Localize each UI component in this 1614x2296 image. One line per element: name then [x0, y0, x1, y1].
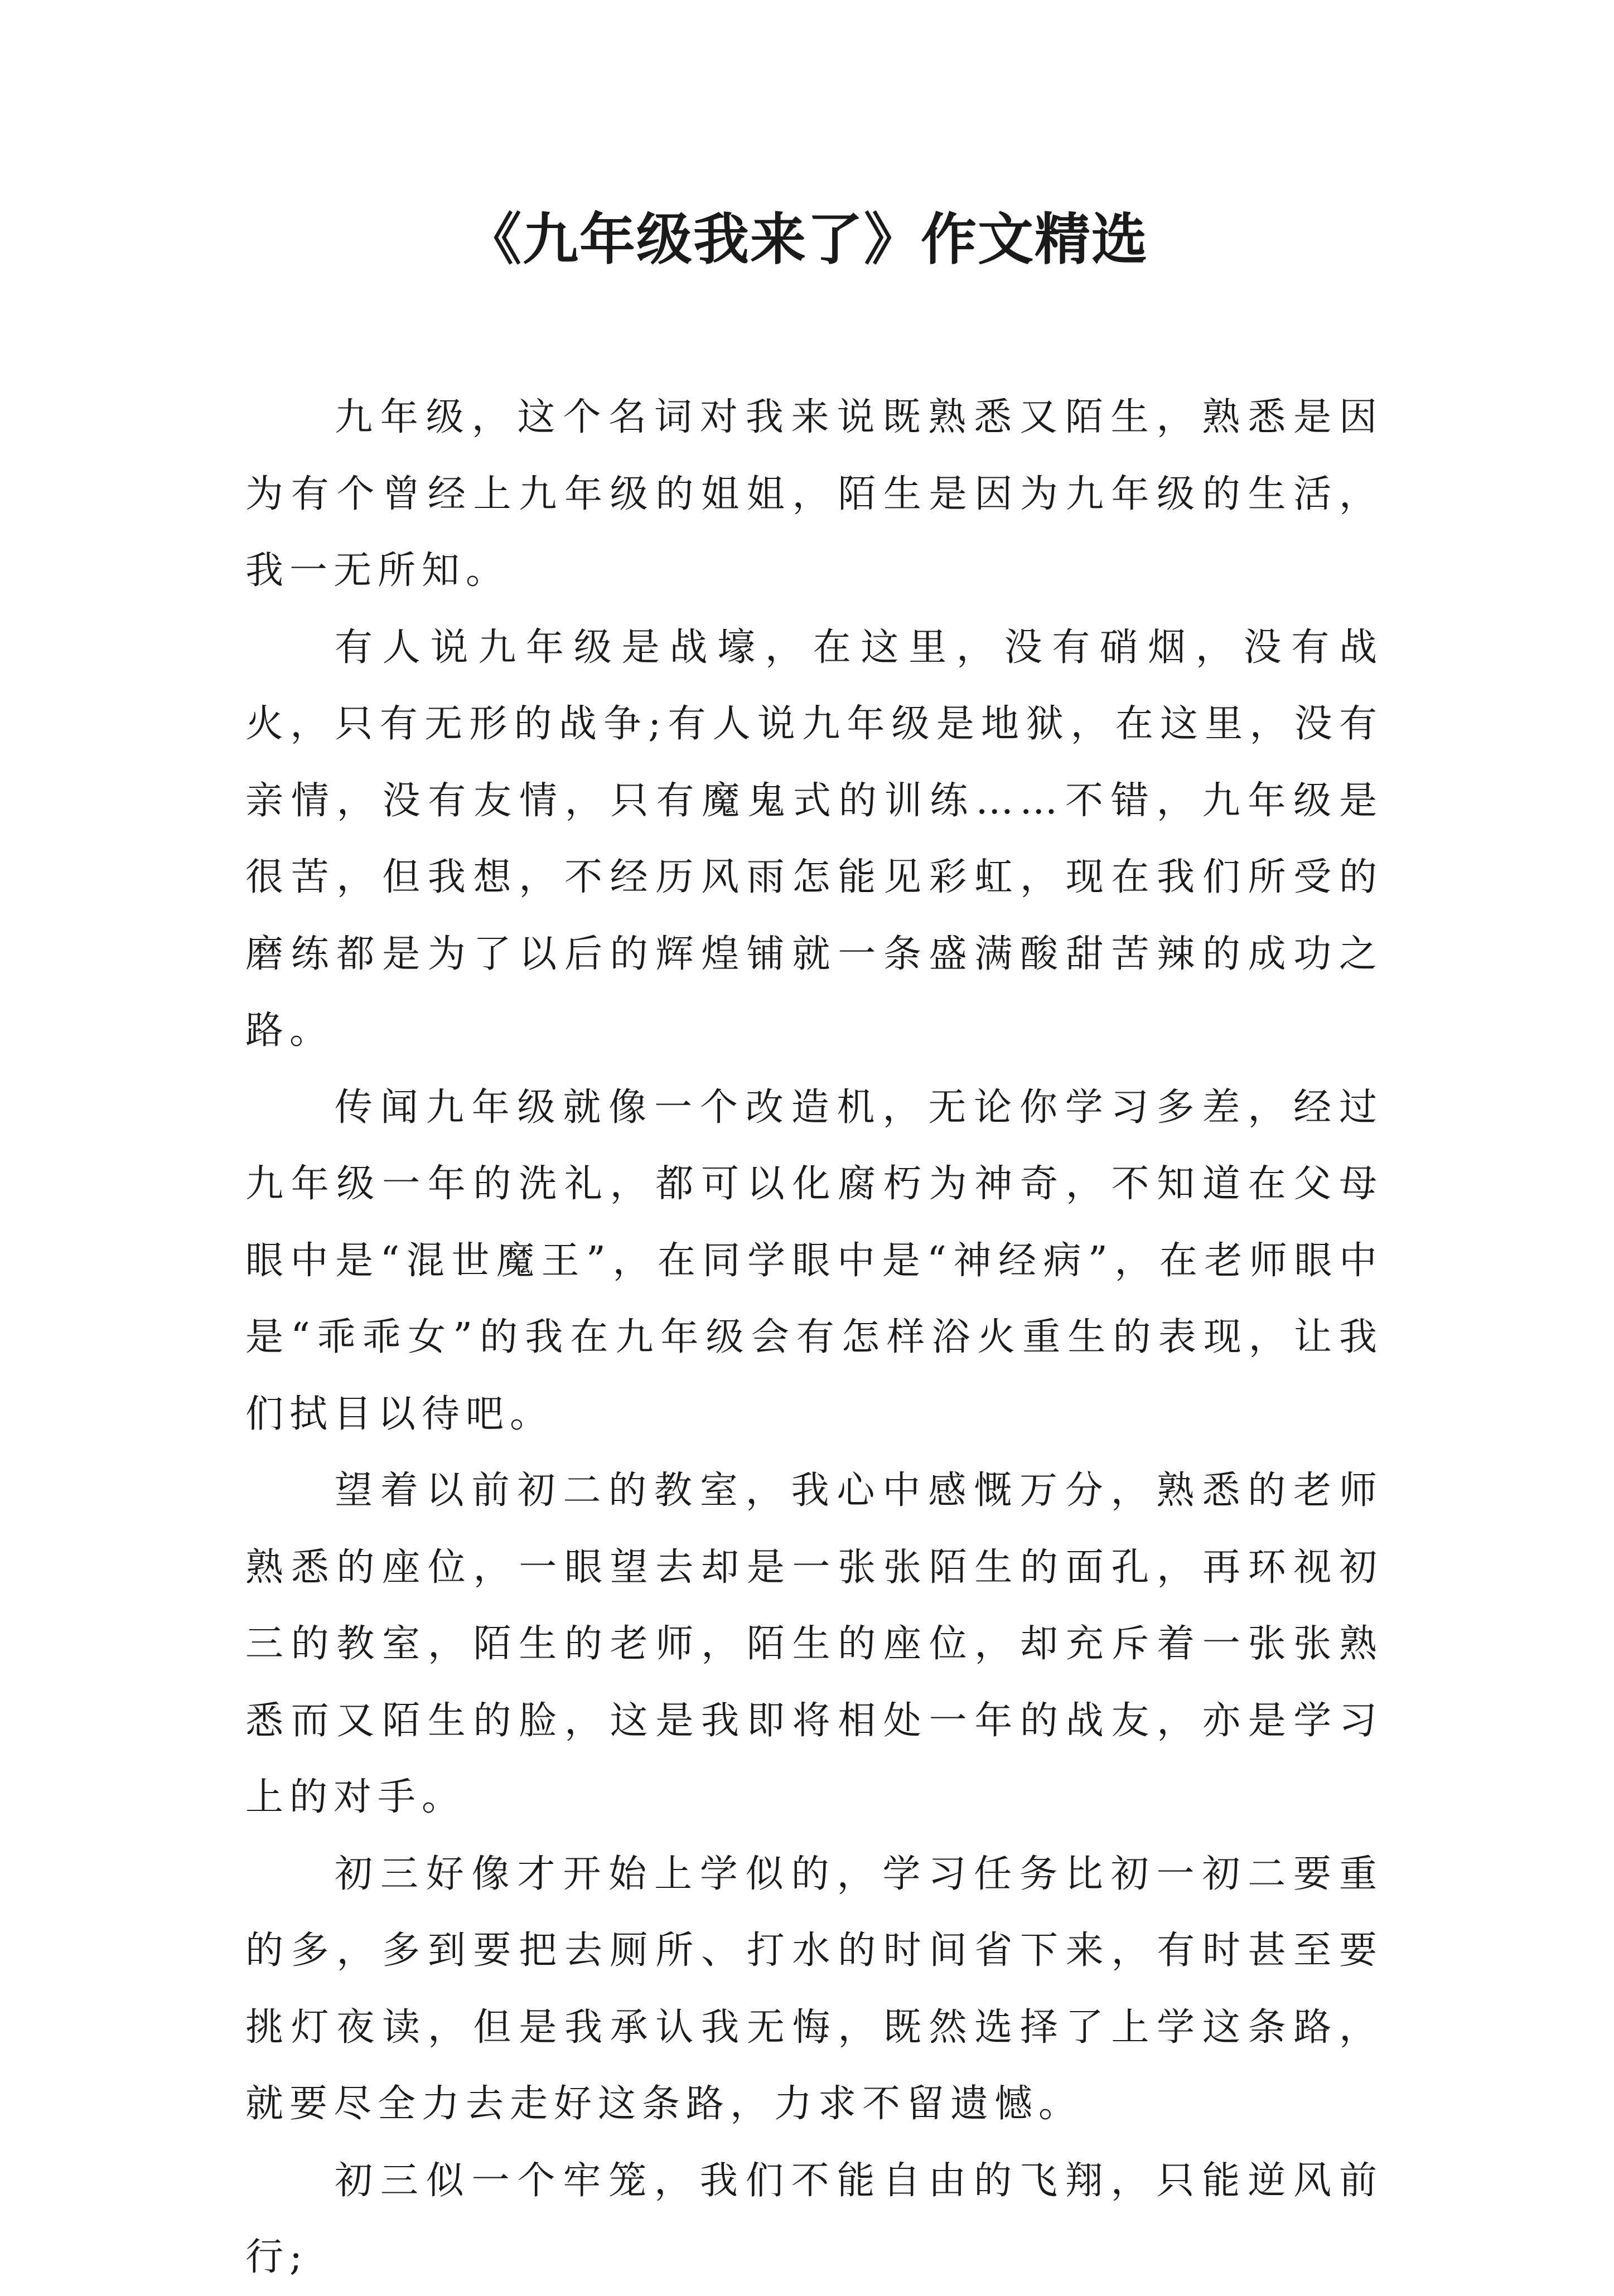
- document-body: [245, 379, 1383, 2296]
- paragraph-5: 初三好像才开始上学似的，学习任务比初一初二要重的多，多到要把去厕所、打水的时间省下来，有时甚至要挑灯夜读，但是我承认我无悔，既然选择了上学这条路，就要尽全力去走好这条路，力求不留遗憾。: [245, 1852, 1383, 2126]
- paragraph-4: 望着以前初二的教室，我心中感慨万分，熟悉的老师熟悉的座位，一眼望去却是一张张陌生的面孔，再环视初三的教室，陌生的老师，陌生的座位，却充斥着一张张熟悉而又陌生的脸，这是我即将相处一年的战友，亦是学习上的对手。: [245, 1469, 1383, 1819]
- paragraph-1: 九年级，这个名词对我来说既熟悉又陌生，熟悉是因为有个曾经上九年级的姐姐，陌生是因为九年级的生活，我一无所知。: [245, 395, 1383, 593]
- paragraph-6: 初三似一个牢笼，我们不能自由的飞翔，只能逆风前行;: [245, 2158, 1383, 2279]
- paragraph-2: 有人说九年级是战壕，在这里，没有硝烟，没有战火，只有无形的战争;有人说九年级是地狱，在这里，没有亲情，没有友情，只有魔鬼式的训练……不错，九年级是很苦，但我想，不经历风雨怎能见彩虹，现在我们所受的磨练都是为了以后的辉煌铺就一条盛满酸甜苦辣的成功之路。: [245, 625, 1383, 1053]
- document-title: 《九年级我来了》作文精选: [466, 207, 1148, 272]
- paragraph-3: 传闻九年级就像一个改造机，无论你学习多差，经过九年级一年的洗礼，都可以化腐朽为神奇，不知道在父母眼中是“混世魔王”，在同学眼中是“神经病”，在老师眼中是“乖乖女”的我在九年级会有怎样浴火重生的表现，让我们拭目以待吧。: [245, 1085, 1383, 1436]
